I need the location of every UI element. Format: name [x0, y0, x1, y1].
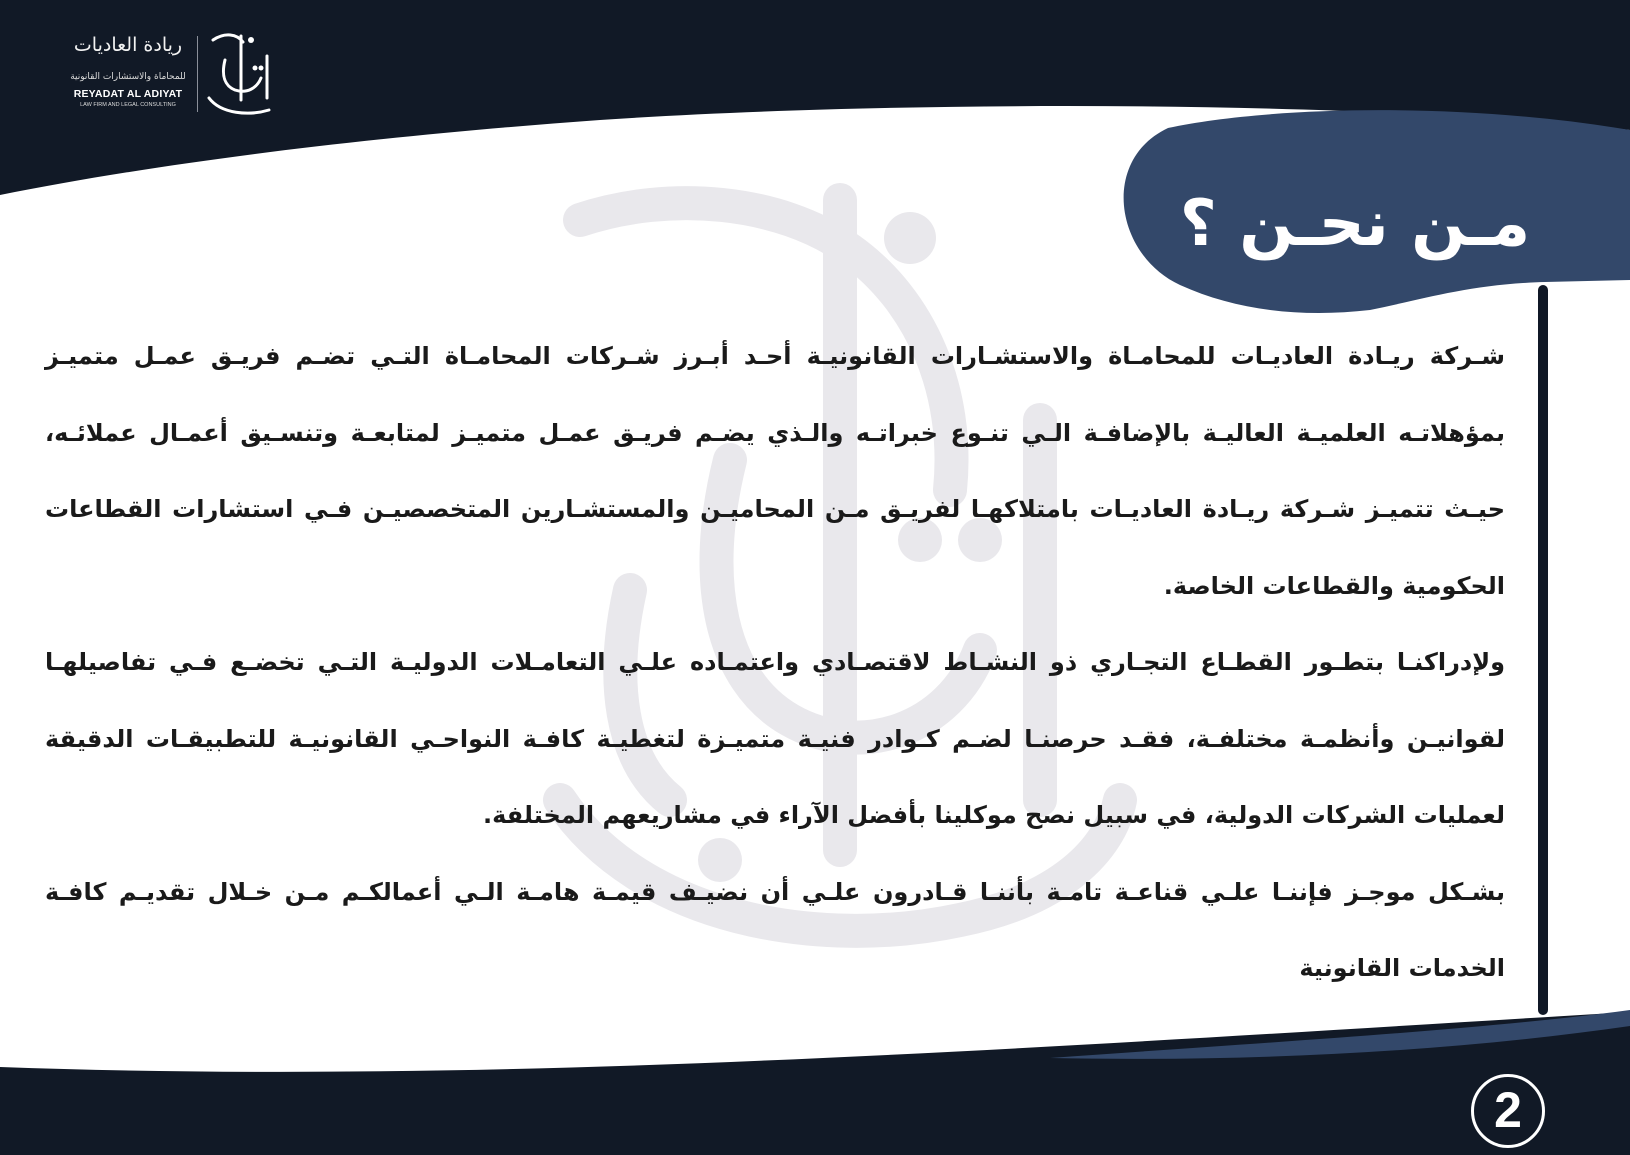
- company-logo: [60, 28, 285, 118]
- side-accent-bar: [1538, 285, 1548, 1015]
- body-paragraph: شـركة ريـادة العاديـات للمحامـاة والاستشـارات القانونيـة أحـد أبـرز شـركات المحامـاة التـي تضـم فريـق عمـل متميـز بمؤهلاتـه العلميـة العاليـة بالإضافـة الـي تنـوع خبراتـه والـذي يضـم فريـق عمـل متميـز لمتابعـة وتنسـيق أعمـال عملائـه، حيـث تتميـز شـركة ريـادة العاديـات بامتلاكهـا لفريـق مـن المحاميـن والمستشـارين المتخصصيـن فـي استشارات القطاعات الحكومية والقطاعات الخاصة.: [45, 342, 1505, 600]
- page-number: 2: [1494, 1082, 1522, 1138]
- page-title: مـن نحـن ؟: [1179, 187, 1531, 261]
- logo-english-name: REYADAT AL ADIYAT: [73, 88, 183, 100]
- body-paragraph: بشـكل موجـز فإننـا علـي قناعـة تامـة بأننـا قـادرون علـي أن نضيـف قيمـة هامـة الـي أعمالكـم مـن خـلال تقديـم كافـة الخدمات القانونية: [45, 877, 1505, 982]
- logo-divider: [197, 36, 198, 112]
- watermark-dot-1: [884, 212, 936, 264]
- about-us-body: [45, 318, 1505, 1007]
- logo-arabic-subtitle: للمحاماة والاستشارات القانونية: [70, 72, 186, 82]
- bottom-dark-band: [0, 1012, 1630, 1155]
- logo-english-subtitle: LAW FIRM AND LEGAL CONSULTING: [80, 102, 176, 108]
- logo-arabic-name: ريادة العاديات: [73, 34, 183, 56]
- page-number-badge: [1471, 1074, 1545, 1148]
- body-paragraph: ولإدراكنـا بتطـور القطـاع التجـاري ذو النشـاط لاقتصـادي واعتمـاده علـي التعامـلات الدوليـة التـي تخضـع فـي تفاصيلهـا لقوانيـن وأنظمـة مختلفـة، فقـد حرصنـا لضـم كـوادر فنيـة متميـزة لتغطيـة كافـة النواحـي القانونيـة للتطبيقـات الدقيقة لعمليات الشركات الدولية، في سبيل نصح موكلينا بأفضل الآراء في مشاريعهم المختلفة.: [45, 648, 1505, 829]
- logo-calligraphy-mark: [203, 28, 283, 118]
